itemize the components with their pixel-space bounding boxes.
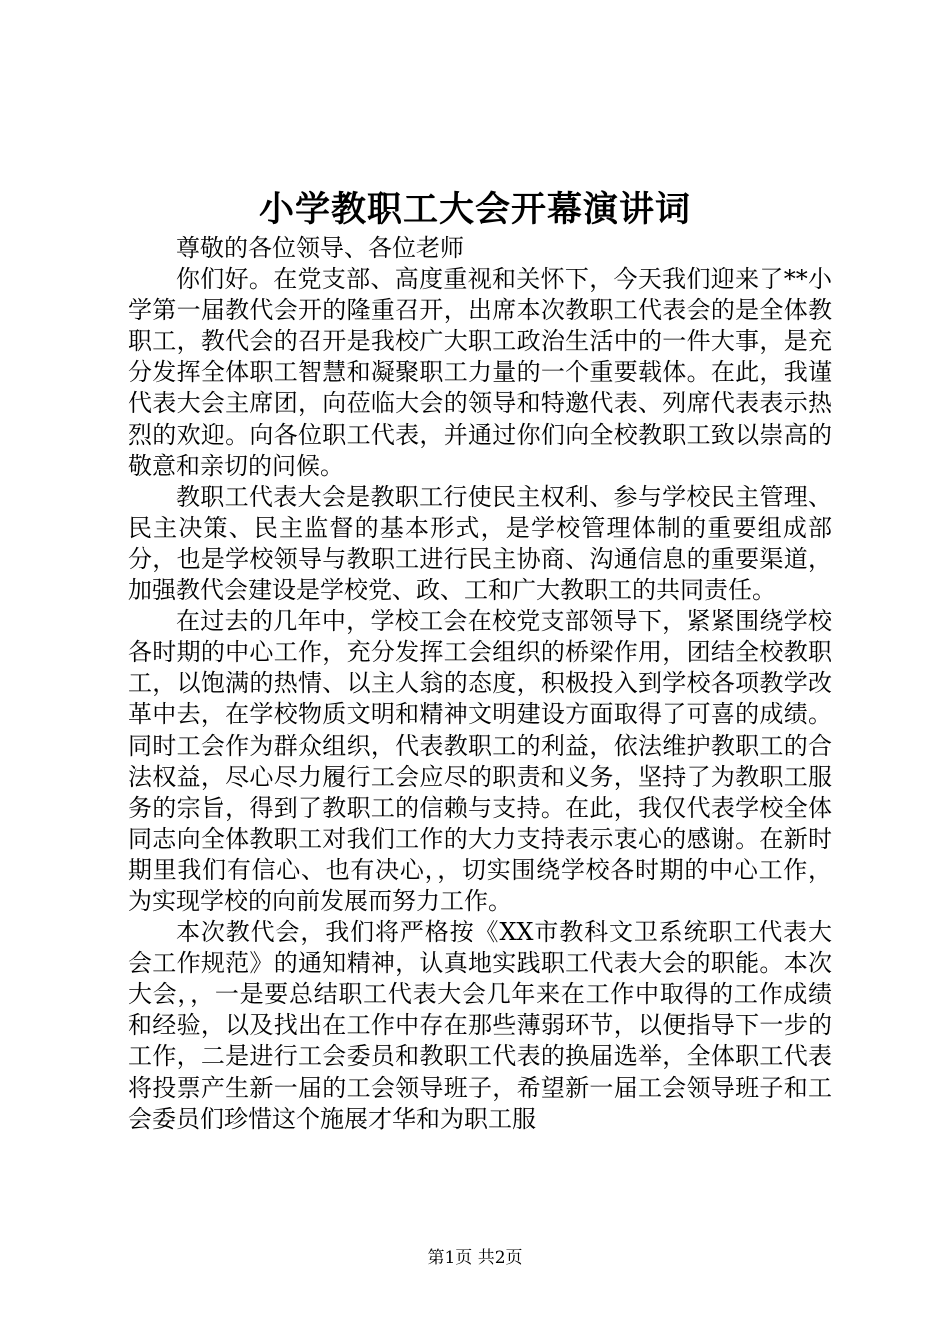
paragraph: 你们好。在党支部、高度重视和关怀下，今天我们迎来了**小学第一届教代会开的隆重召开，出席本次教职工代表会的是全体教职工，教代会的召开是我校广大职工政治生活中的一件大事，是充分发挥全体职工智慧和凝聚职工力量的一个重要载体。在此，我谨代表大会主席团，向莅临大会的领导和特邀代表、列席代表表示热烈的欢迎。向各位职工代表，并通过你们向全校教职工致以崇高的敬意和亲切的问候。 xyxy=(128,265,832,480)
paragraph: 本次教代会，我们将严格按《XX市教科文卫系统职工代表大会工作规范》的通知精神，认真地实践职工代表大会的职能。本次大会，，一是要总结职工代表大会几年来在工作中取得的工作成绩和经验，以及找出在工作中存在那些薄弱环节，以便指导下一步的工作，二是进行工会委员和教职工代表的换届选举，全体职工代表将投票产生新一届的工会领导班子，希望新一届工会领导班子和工会委员们珍惜这个施展才华和为职工服 xyxy=(128,918,832,1133)
paragraph-salutation: 尊敬的各位领导、各位老师 xyxy=(176,234,464,262)
page-number-footer: 第1页 共2页 xyxy=(427,1248,523,1268)
document-body xyxy=(128,233,832,1135)
paragraph: 在过去的几年中，学校工会在校党支部领导下，紧紧围绕学校各时期的中心工作，充分发挥工会组织的桥梁作用，团结全校教职工，以饱满的热情、以主人翁的态度，积极投入到学校各项教学改革中去，在学校物质文明和精神文明建设方面取得了可喜的成绩。同时工会作为群众组织，代表教职工的利益，依法维护教职工的合法权益，尽心尽力履行工会应尽的职责和义务，坚持了为教职工服务的宗旨，得到了教职工的信赖与支持。在此，我仅代表学校全体同志向全体教职工对我们工作的大力支持表示衷心的感谢。在新时期里我们有信心、也有决心，，切实围绕学校各时期的中心工作，为实现学校的向前发展而努力工作。 xyxy=(128,607,832,915)
document-title: 小学教职工大会开幕演讲词 xyxy=(258,189,691,230)
paragraph: 教职工代表大会是教职工行使民主权利、参与学校民主管理、民主决策、民主监督的基本形式，是学校管理体制的重要组成部分，也是学校领导与教职工进行民主协商、沟通信息的重要渠道，加强教代会建设是学校党、政、工和广大教职工的共同责任。 xyxy=(128,482,832,605)
